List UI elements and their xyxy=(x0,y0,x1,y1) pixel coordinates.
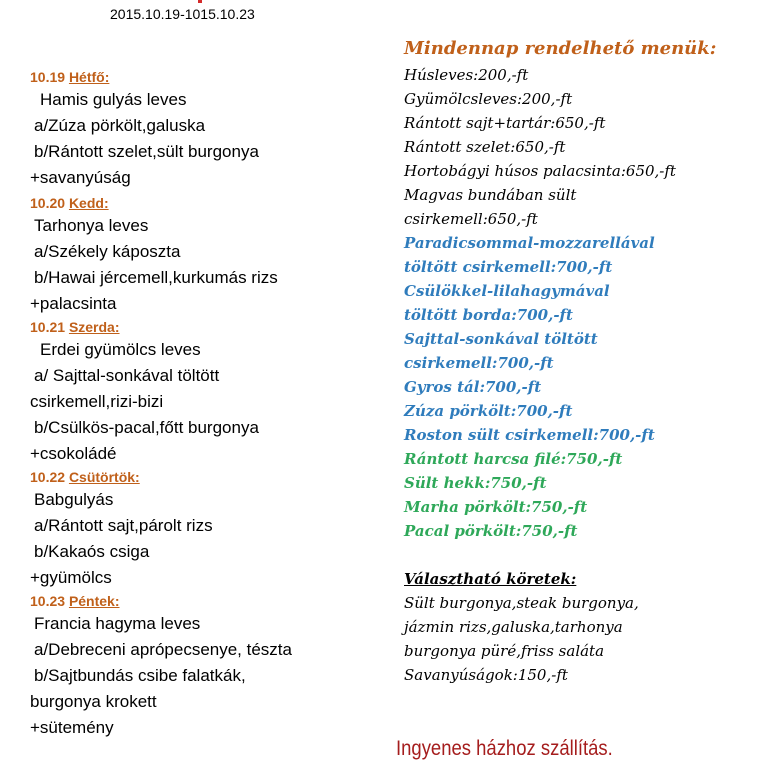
day-heading-tuesday xyxy=(30,195,109,211)
dish-line: +sütemény xyxy=(30,718,114,737)
dish-line: +gyümölcs xyxy=(30,568,112,587)
dish-line: b/Csülkös-pacal,főtt burgonya xyxy=(34,418,259,437)
day-date: 10.23 xyxy=(30,593,66,609)
menu-item: Paradicsommal-mozzarellával xyxy=(404,234,655,252)
dish-line: +csokoládé xyxy=(30,444,117,463)
menu-item: Pacal pörkölt:750,-ft xyxy=(404,522,578,540)
dish-line: a/Székely káposzta xyxy=(34,242,181,261)
menu-item: Sült hekk:750,-ft xyxy=(404,474,547,492)
free-delivery-note: Ingyenes házhoz szállítás. xyxy=(396,737,613,760)
day-heading-wednesday xyxy=(30,319,120,335)
dish-line: a/Zúza pörkölt,galuska xyxy=(34,116,206,135)
dish-line: b/Kakaós csiga xyxy=(34,542,150,561)
dish-line: a/Debreceni aprópecsenye, tészta xyxy=(34,640,292,659)
dish-line: Hamis gulyás leves xyxy=(40,90,187,109)
menu-item: Húsleves:200,-ft xyxy=(404,66,529,84)
dish-line: Francia hagyma leves xyxy=(34,614,201,633)
menu-item: Csülökkel-lilahagymával xyxy=(404,282,610,300)
day-date: 10.19 xyxy=(30,69,66,85)
day-date: 10.21 xyxy=(30,319,66,335)
day-name: Hétfő: xyxy=(68,69,110,85)
menu-item: töltött borda:700,-ft xyxy=(404,306,573,324)
day-name: Péntek: xyxy=(68,593,120,609)
menu-item: Zúza pörkölt:700,-ft xyxy=(404,402,573,420)
dish-line: b/Hawai jércemell,kurkumás rizs xyxy=(34,268,278,287)
dish-line: csirkemell,rizi-bizi xyxy=(30,392,164,411)
menu-item: Magvas bundában sült xyxy=(404,186,577,204)
menu-item: Marha pörkölt:750,-ft xyxy=(404,498,588,516)
dish-line: Tarhonya leves xyxy=(34,216,149,235)
date-range: 2015.10.19-1015.10.23 xyxy=(110,6,255,22)
daily-menu-title: Mindennap rendelhető menük: xyxy=(404,38,717,59)
menu-item: csirkemell:650,-ft xyxy=(404,210,538,228)
menu-item: Gyros tál:700,-ft xyxy=(404,378,542,396)
sides-line: Sült burgonya,steak burgonya, xyxy=(404,594,639,612)
sides-line: jázmin rizs,galuska,tarhonya xyxy=(404,618,623,636)
menu-item: Rántott harcsa filé:750,-ft xyxy=(404,450,623,468)
dish-line: a/Rántott sajt,párolt rizs xyxy=(34,516,213,535)
red-mark xyxy=(198,0,202,3)
dish-line: b/Rántott szelet,sült burgonya xyxy=(34,142,259,161)
day-heading-thursday xyxy=(30,469,140,485)
menu-item: Rántott sajt+tartár:650,-ft xyxy=(404,114,606,132)
day-date: 10.20 xyxy=(30,195,66,211)
dish-line: +savanyúság xyxy=(30,168,131,187)
dish-line: a/ Sajttal-sonkával töltött xyxy=(34,366,220,385)
menu-item: Rántott szelet:650,-ft xyxy=(404,138,566,156)
day-heading-friday xyxy=(30,593,120,609)
day-name: Csütörtök: xyxy=(68,469,140,485)
sides-line: burgonya püré,friss saláta xyxy=(404,642,605,660)
sides-title: Választható köretek: xyxy=(404,570,577,588)
menu-item: Hortobágyi húsos palacsinta:650,-ft xyxy=(404,162,676,180)
menu-item: Gyümölcsleves:200,-ft xyxy=(404,90,573,108)
dish-line: +palacsinta xyxy=(30,294,117,313)
day-name: Kedd: xyxy=(68,195,109,211)
day-heading-monday xyxy=(30,69,109,85)
menu-item: Roston sült csirkemell:700,-ft xyxy=(404,426,655,444)
dish-line: burgonya krokett xyxy=(30,692,157,711)
dish-line: b/Sajtbundás csibe falatkák, xyxy=(34,666,246,685)
sides-line: Savanyúságok:150,-ft xyxy=(404,666,568,684)
dish-line: Babgulyás xyxy=(34,490,114,509)
day-name: Szerda: xyxy=(68,319,120,335)
day-date: 10.22 xyxy=(30,469,66,485)
menu-item: Sajttal-sonkával töltött xyxy=(404,330,598,348)
dish-line: Erdei gyümölcs leves xyxy=(40,340,201,359)
menu-item: töltött csirkemell:700,-ft xyxy=(404,258,613,276)
menu-item: csirkemell:700,-ft xyxy=(404,354,554,372)
